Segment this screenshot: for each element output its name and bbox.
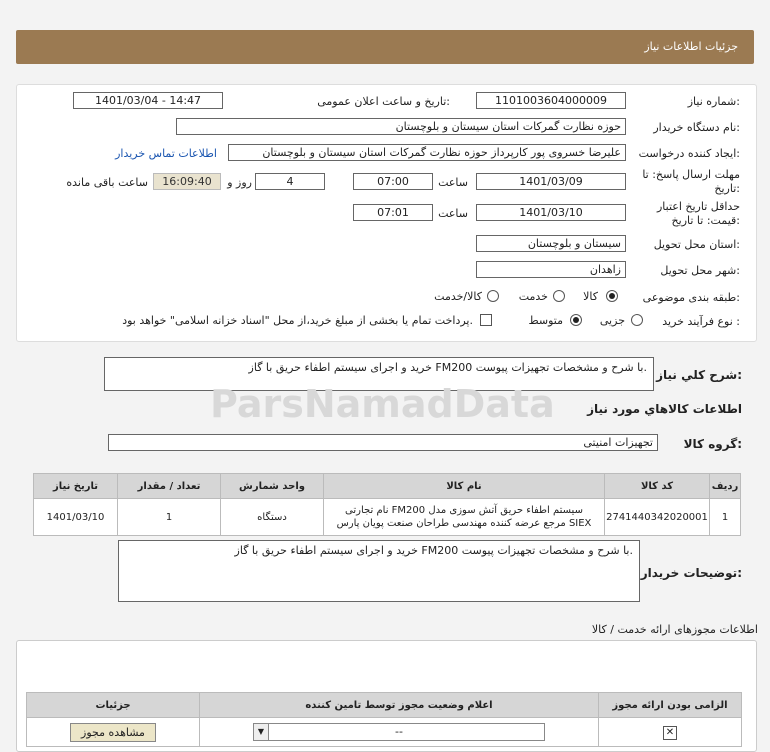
announce-field: 1401/03/04 - 14:47 [73,92,223,109]
category-radio-goods-service[interactable] [487,290,499,302]
category-label: طبقه بندی موضوعی: [642,291,740,304]
process-radio-minor[interactable] [631,314,643,326]
treasury-payment-note: پرداخت تمام یا بخشی از مبلغ خرید،از محل "اسناد خزانه اسلامی" خواهد بود. [122,314,473,327]
summary-label: شرح کلي نياز: [656,368,742,382]
licenses-title: اطلاعات مجوزهای ارائه خدمت / کالا [591,623,758,636]
cell-name-line1: سیستم اطفاء حریق آتش سوزی مدل FM200 نام تجارتی [345,505,583,516]
category-radio-goods[interactable] [606,290,618,302]
cell-name [324,499,605,536]
lic-required-cell [599,718,742,747]
cell-name-line2: SIEX مرجع عرضه کننده مهندسی طراحان صنعت پویان پارس [336,518,592,529]
col-row: ردیف [710,474,741,499]
category-option-goods: کالا [583,290,598,303]
goods-section-title: اطلاعات کالاهاي مورد نياز [587,402,742,416]
days-remaining-field: 4 [255,173,325,190]
page-title: جزئیات اطلاعات نیاز [644,40,738,53]
remaining-label: ساعت باقی مانده [66,176,148,189]
deadline-label-2: تاریخ: [714,182,740,195]
deadline-time-label: ساعت [438,176,468,189]
deadline-time-field: 07:00 [353,173,433,190]
validity-time-label: ساعت [438,207,468,220]
lic-col-required: الزامی بودن ارائه مجوز [599,693,742,718]
buyer-desc-text: خرید و اجرای سیستم اطفاء حریق با گاز FM200 با شرح و مشخصات تجهیزات پیوست. [118,540,640,602]
cell-unit: دستگاه [221,499,324,536]
deadline-label: مهلت ارسال پاسخ: تا [642,168,740,181]
province-label: استان محل تحویل: [653,238,740,251]
category-option-goods-service: کالا/خدمت [434,290,482,303]
cell-qty: 1 [118,499,221,536]
goods-table [33,473,741,536]
col-code: کد کالا [605,474,710,499]
process-label: نوع فرآیند خرید : [662,315,740,328]
license-row [27,718,742,747]
cell-code: 2741440342020001 [605,499,710,536]
validity-label: حداقل تاریخ اعتبار [656,200,740,213]
process-option-medium: متوسط [528,314,563,327]
table-row [34,499,741,536]
validity-label-2: قیمت: تا تاریخ: [671,214,740,227]
col-name: نام کالا [324,474,605,499]
validity-date-field: 1401/03/10 [476,204,626,221]
view-license-button[interactable]: مشاهده مجوز [70,723,156,742]
summary-text: خرید و اجرای سیستم اطفاء حریق با گاز FM200 با شرح و مشخصات تجهیزات پیوست. [104,357,654,391]
goods-group-label: گروه کالا: [683,437,742,451]
process-option-minor: جزیی [599,314,625,327]
lic-status-cell [200,718,599,747]
lic-col-details: جزئیات [27,693,200,718]
process-radio-medium[interactable] [570,314,582,326]
category-option-service: خدمت [518,290,548,303]
buyer-org-label: نام دستگاه خریدار: [653,121,740,134]
page-title-bar [16,30,754,64]
chevron-down-icon: ▼ [254,724,269,740]
required-checkbox-icon: ✕ [663,726,677,740]
license-status-select[interactable] [253,723,545,741]
goods-group-field: تجهیزات امنیتی [108,434,658,451]
license-status-value: -- [395,725,403,738]
announce-label: تاریخ و ساعت اعلان عمومی: [317,95,450,108]
creator-label: ایجاد کننده درخواست: [638,147,740,160]
buyer-desc-label: توضیحات خریدار: [640,566,742,580]
validity-time-field: 07:01 [353,204,433,221]
deadline-date-field: 1401/03/09 [476,173,626,190]
treasury-payment-checkbox[interactable] [480,314,492,326]
days-label: روز و [227,176,252,189]
col-date: تاریخ نیاز [34,474,118,499]
buyer-org-field: حوزه نظارت گمرکات استان سیستان و بلوچستان [176,118,626,135]
cell-date: 1401/03/10 [34,499,118,536]
need-number-label: شماره نیاز: [687,95,740,108]
remaining-time-field: 16:09:40 [153,173,221,190]
province-field: سیستان و بلوچستان [476,235,626,252]
lic-details-cell [27,718,200,747]
city-label: شهر محل تحویل: [660,264,740,277]
lic-col-status: اعلام وضعیت مجوز توسط تامین کننده [200,693,599,718]
creator-field: علیرضا خسروی پور کارپرداز حوزه نظارت گمرکات استان سیستان و بلوچستان [228,144,626,161]
col-unit: واحد شمارش [221,474,324,499]
city-field: زاهدان [476,261,626,278]
contact-buyer-link[interactable]: اطلاعات تماس خریدار [115,147,217,160]
cell-row: 1 [710,499,741,536]
need-number-field: 1101003604000009 [476,92,626,109]
category-radio-service[interactable] [553,290,565,302]
watermark-text: ParsNamadData [210,382,555,426]
col-qty: تعداد / مقدار [118,474,221,499]
licenses-table [26,692,742,747]
